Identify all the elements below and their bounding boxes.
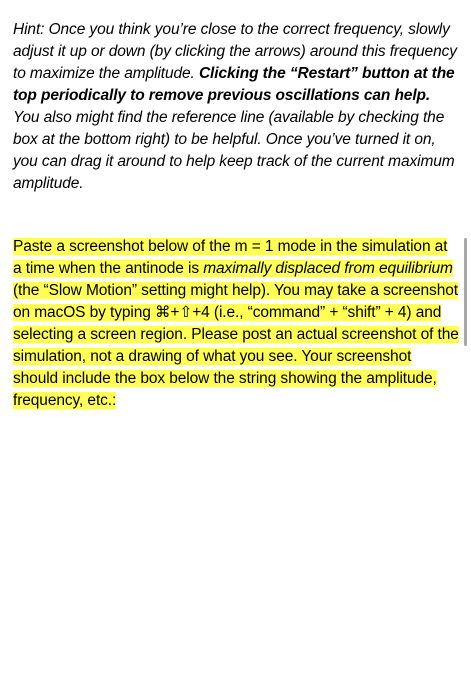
- instruction-emphasis: maximally displaced from equilibrium: [203, 260, 453, 277]
- instruction-text-start: Paste a screenshot below of the m = 1 mode in the simulation at a time when the antinode is: [13, 238, 448, 277]
- instruction-text-end: (the “Slow Motion” setting might help). You may take a screenshot on macOS by typing ⌘+⇧+4 (i.e., “command” + “shift” + 4) and selecting a screen region. Please post an actual screenshot of the simulation, not a drawing of what you see. Your screenshot should include the box below the string showing the amplitude, frequency, etc.:: [13, 282, 459, 409]
- scrollbar-thumb[interactable]: [464, 238, 467, 346]
- hint-paragraph: [13, 19, 459, 195]
- hint-bold-tip: Clicking the “Restart” button at the top periodically to remove previous oscillations can help.: [13, 65, 455, 104]
- instruction-paragraph: [13, 236, 459, 412]
- hint-text-start: Hint: Once you think you’re close to the correct frequency, slowly adjust it up or down (by clicking the arrows) around this frequency to maximize the amplitude.: [13, 21, 457, 82]
- hint-text-end: You also might find the reference line (available by checking the box at the bottom right) to be helpful. Once you’ve turned it on, you can drag it around to help keep track of the current maximum amplitude.: [13, 109, 455, 192]
